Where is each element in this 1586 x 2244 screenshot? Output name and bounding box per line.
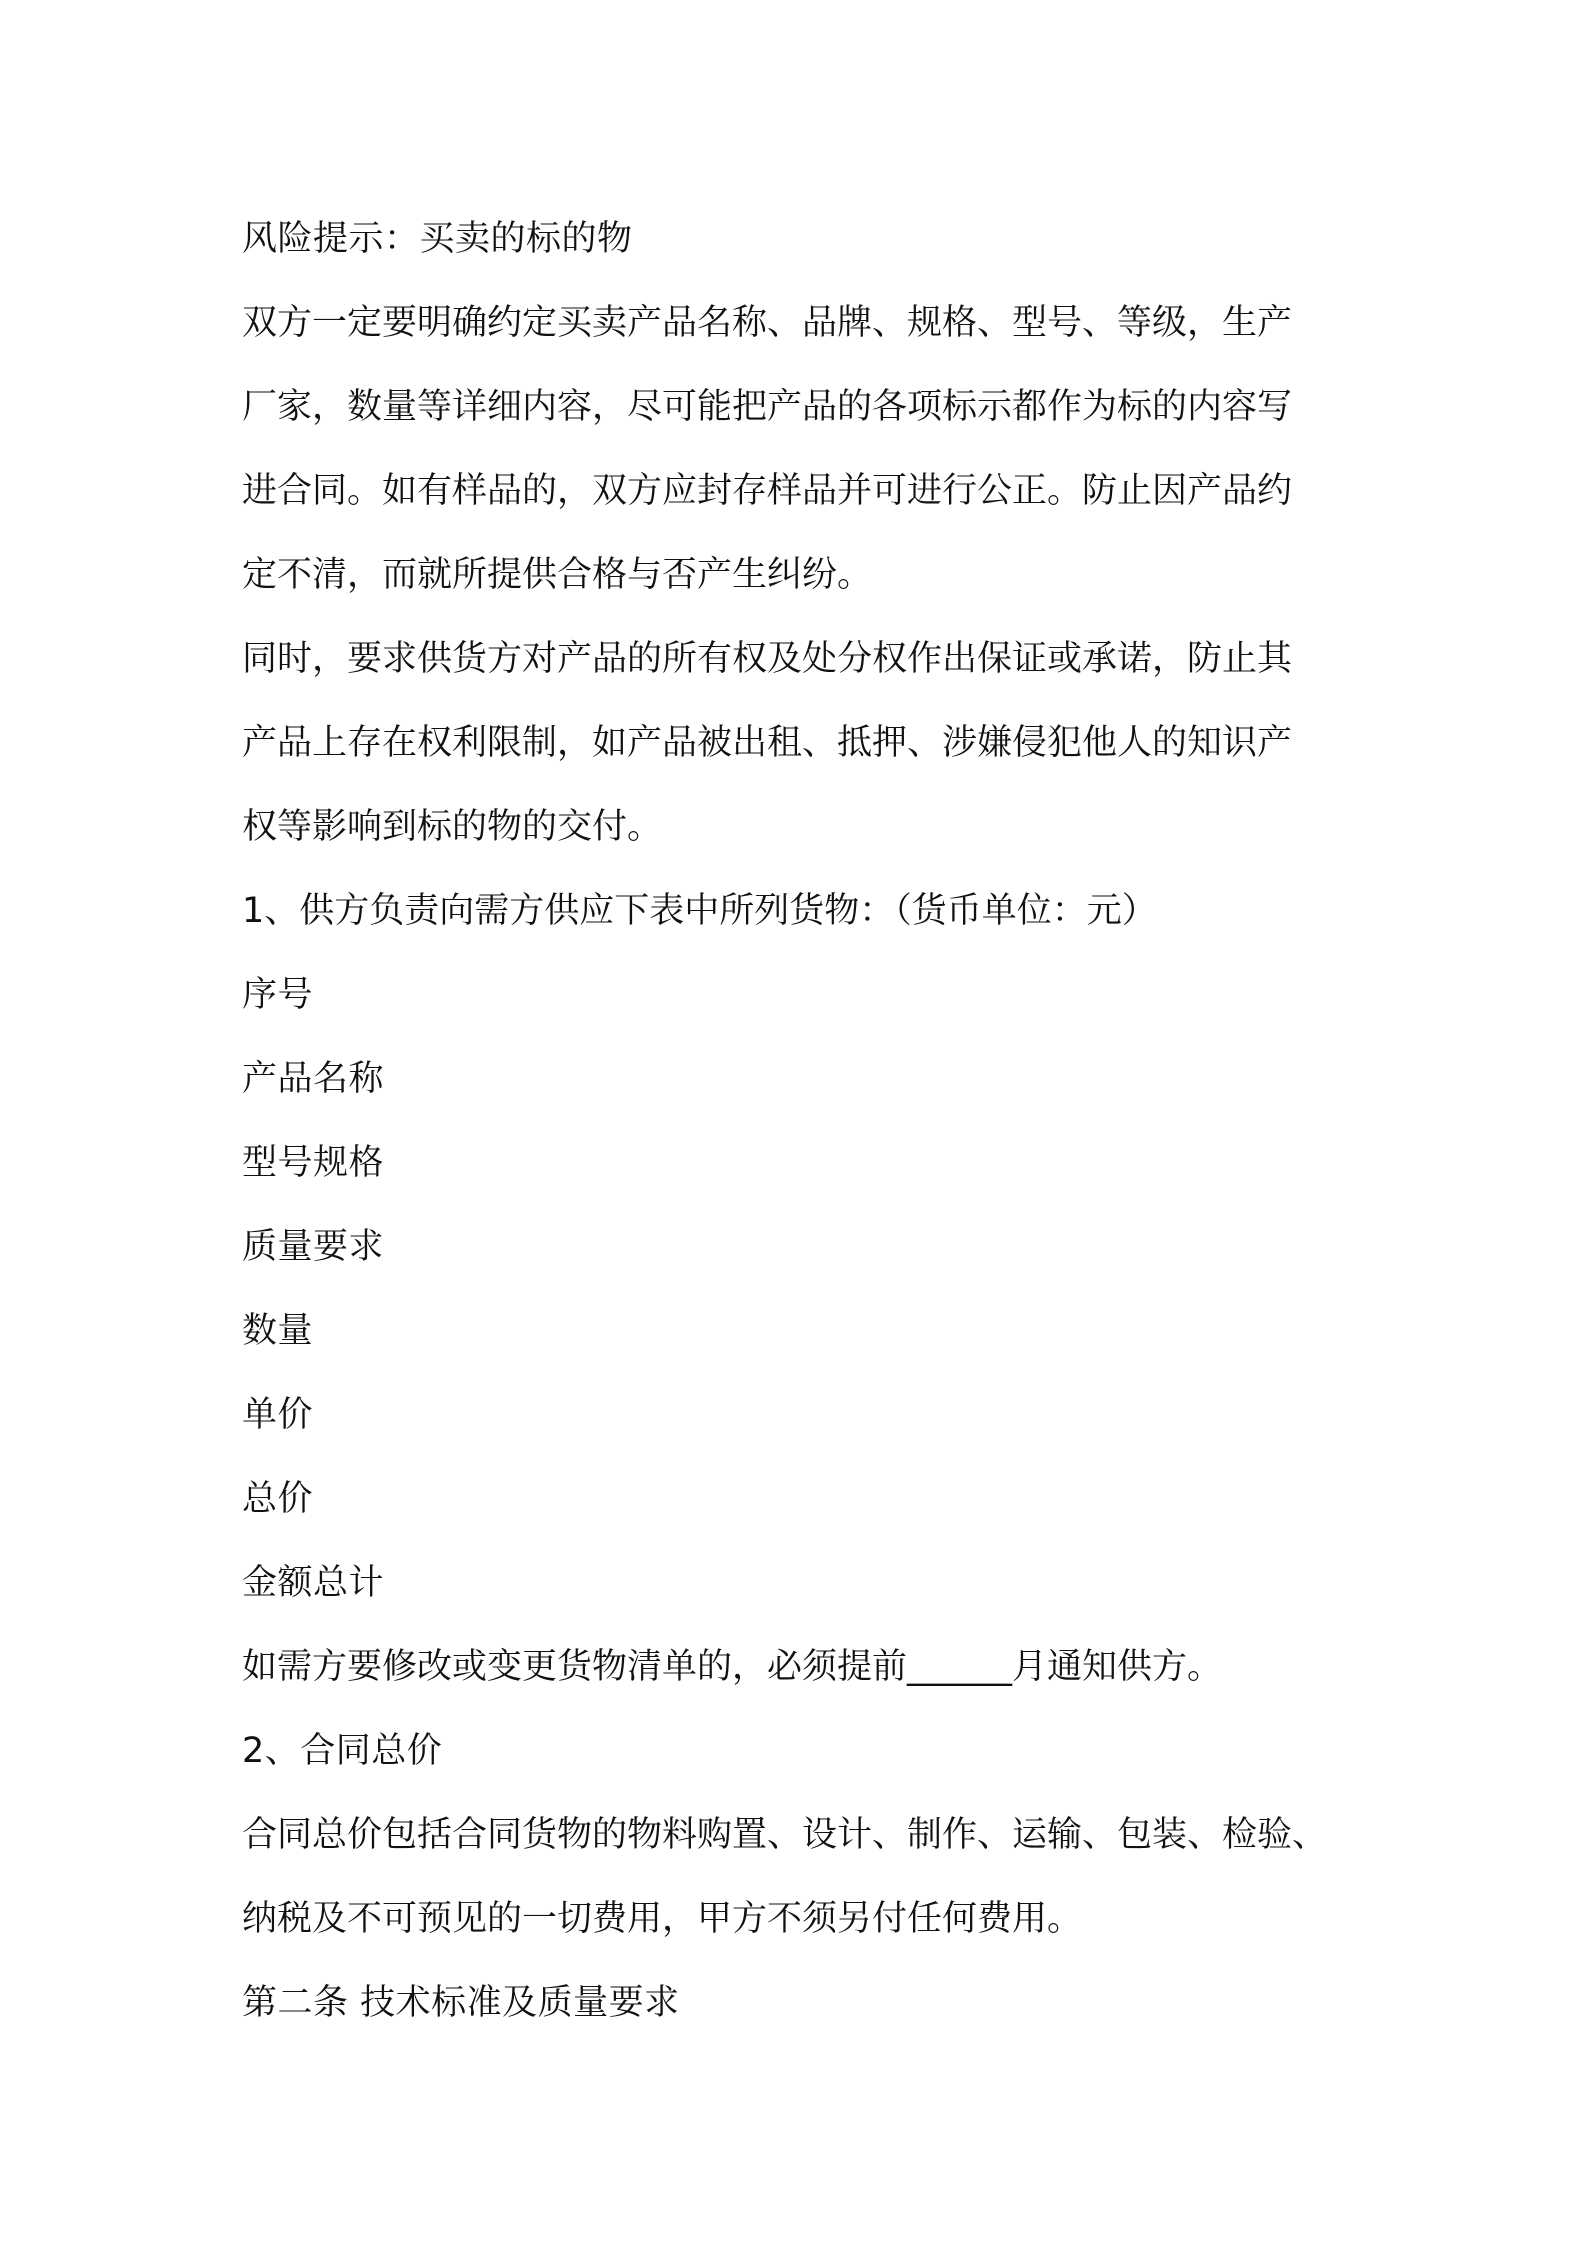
table-header-quantity: 数量 [242, 1311, 314, 1351]
paragraph-line: 产品上存在权利限制，如产品被出租、抵押、涉嫌侵犯他人的知识产 [242, 723, 1293, 763]
risk-heading: 风险提示：买卖的标的物 [242, 219, 633, 259]
table-header-index: 序号 [242, 975, 314, 1015]
paragraph-line: 同时，要求供货方对产品的所有权及处分权作出保证或承诺，防止其 [242, 639, 1293, 679]
table-header-model-spec: 型号规格 [242, 1143, 385, 1183]
paragraph-line: 纳税及不可预见的一切费用，甲方不须另付任何费用。 [242, 1899, 1083, 1939]
clause-2-heading: 2、合同总价 [242, 1731, 443, 1771]
paragraph-line: 进合同。如有样品的，双方应封存样品并可进行公正。防止因产品约 [242, 471, 1293, 511]
paragraph-line: 双方一定要明确约定买卖产品名称、品牌、规格、型号、等级，生产 [242, 303, 1293, 343]
paragraph-line: 权等影响到标的物的交付。 [242, 807, 663, 847]
table-header-total-price: 总价 [242, 1479, 314, 1519]
document-body [242, 197, 1362, 2045]
table-header-product-name: 产品名称 [242, 1059, 385, 1099]
paragraph-line: 合同总价包括合同货物的物料购置、设计、制作、运输、包装、检验、 [242, 1815, 1328, 1855]
table-header-quality: 质量要求 [242, 1227, 385, 1267]
modification-notice: 如需方要修改或变更货物清单的，必须提前______月通知供方。 [242, 1647, 1223, 1687]
table-header-grand-total: 金额总计 [242, 1563, 385, 1603]
paragraph-line: 定不清，而就所提供合格与否产生纠纷。 [242, 555, 873, 595]
article-2-heading: 第二条 技术标准及质量要求 [242, 1983, 680, 2023]
table-header-unit-price: 单价 [242, 1395, 314, 1435]
paragraph-line: 厂家，数量等详细内容，尽可能把产品的各项标示都作为标的内容写 [242, 387, 1293, 427]
clause-1-heading: 1、供方负责向需方供应下表中所列货物：（货币单位：元） [242, 891, 1157, 931]
